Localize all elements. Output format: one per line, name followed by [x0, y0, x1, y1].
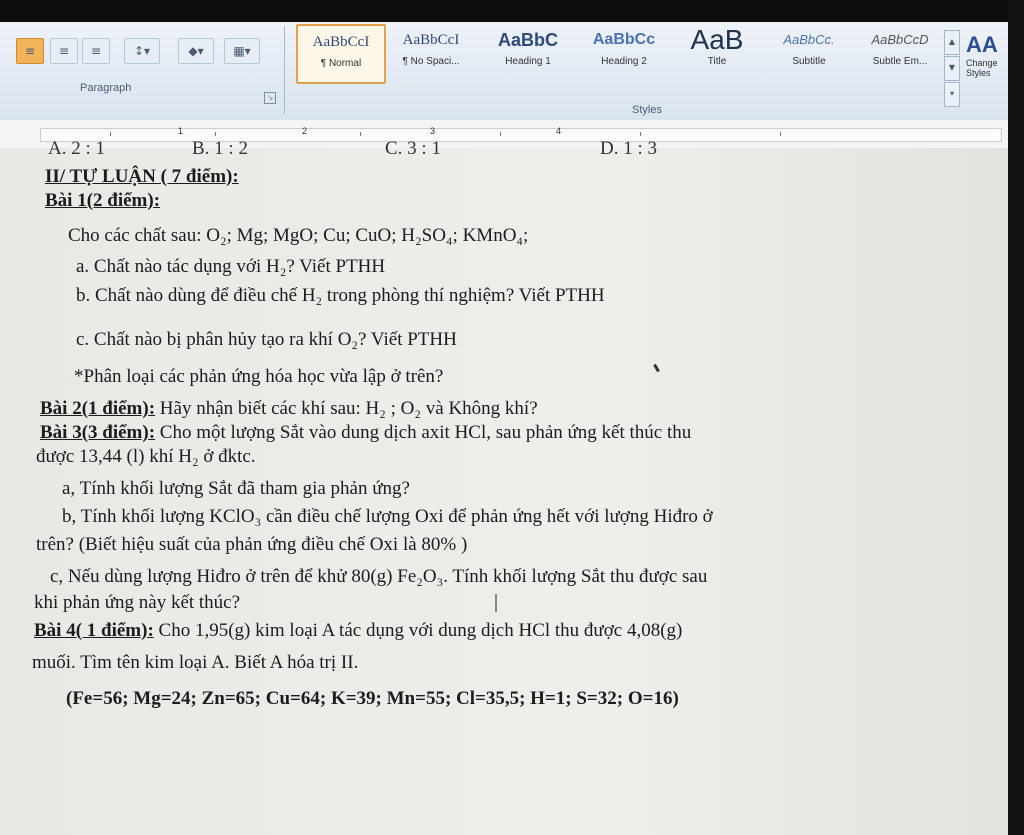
- more-styles-icon[interactable]: ▾: [944, 82, 960, 107]
- answer-option: A. 2 : 1: [48, 138, 105, 159]
- change-styles-label: Styles: [966, 68, 991, 78]
- align-center-button[interactable]: ≡: [50, 38, 78, 64]
- style-no-spacing[interactable]: [386, 24, 476, 80]
- answer-option: B. 1 : 2: [192, 138, 248, 159]
- ruler-tick: [640, 132, 641, 136]
- style-subtitle[interactable]: [764, 24, 854, 80]
- align-justify-button[interactable]: ≡: [16, 38, 44, 64]
- style-name: Subtle Em...: [872, 56, 928, 67]
- scroll-down-icon[interactable]: ▼: [944, 56, 960, 81]
- ruler-tick: [110, 132, 111, 136]
- question-1-part-a: a. Chất nào tác dụng với H₂? Viết PTHH: [76, 256, 386, 277]
- style-preview: AaBbCcD: [871, 32, 929, 47]
- question-1-note: *Phân loại các phản ứng hóa học vừa lập ở trên?: [74, 366, 444, 387]
- question-2: [40, 398, 538, 420]
- paragraph-group-label: Paragraph: [80, 82, 132, 94]
- style-normal[interactable]: [296, 24, 386, 84]
- style-title[interactable]: [674, 24, 760, 80]
- style-name: Heading 2: [601, 56, 647, 67]
- question-3-title: Bài 3(3 điểm):: [40, 422, 156, 443]
- paragraph-group: [0, 22, 282, 120]
- ruler-number: 2: [302, 126, 308, 136]
- style-name: Title: [707, 56, 727, 67]
- style-preview: AaBbCcI: [402, 32, 460, 48]
- window-title-bar: [0, 0, 1024, 22]
- screen-edge: [1008, 0, 1024, 835]
- question-1-part-c: c. Chất nào bị phân hủy tạo ra khí O₂? Viết PTHH: [76, 329, 457, 350]
- document-page[interactable]: [0, 138, 1008, 835]
- question-3-part-b: b, Tính khối lượng KClO₃ cần điều chế lượng Oxi để phản ứng hết với lượng Hiđro ở: [62, 506, 713, 527]
- line-spacing-button[interactable]: ↕▾: [124, 38, 160, 64]
- question-3-part-b-cont: trên? (Biết hiệu suất của phản ứng điều chế Oxi là 80% ): [36, 534, 468, 555]
- borders-button[interactable]: ▦▾: [224, 38, 260, 64]
- question-3-part-a: a, Tính khối lượng Sắt đã tham gia phản ứng?: [62, 478, 410, 499]
- question-3-part-c-cont: khi phản ứng này kết thúc?: [34, 592, 241, 613]
- ruler-number: 4: [556, 126, 562, 136]
- align-right-button[interactable]: ≡: [82, 38, 110, 64]
- style-heading-1[interactable]: [482, 24, 574, 80]
- atomic-masses: (Fe=56; Mg=24; Zn=65; Cu=64; K=39; Mn=55; Cl=35,5; H=1; S=32; O=16): [66, 688, 679, 709]
- style-preview: AaBbCcI: [312, 34, 370, 50]
- question-3-text: Cho một lượng Sắt vào dung dịch axit HCl, sau phản ứng kết thúc thu: [155, 422, 692, 443]
- change-styles-label: Change: [966, 58, 998, 68]
- change-styles-button[interactable]: [966, 32, 1008, 112]
- styles-gallery: [290, 24, 968, 118]
- style-heading-2[interactable]: [580, 24, 668, 80]
- styles-scroll: [944, 30, 960, 104]
- ruler-tick: [780, 132, 781, 136]
- style-name: Heading 1: [505, 56, 551, 67]
- styles-group-label: Styles: [632, 104, 662, 116]
- style-subtle-emphasis[interactable]: [858, 24, 942, 80]
- question-1-part-b: b. Chất nào dùng để điều chế H₂ trong phòng thí nghiệm? Viết PTHH: [76, 285, 605, 306]
- question-2-title: Bài 2(1 điểm):: [40, 398, 156, 419]
- horizontal-ruler[interactable]: [0, 120, 1008, 149]
- dialog-launcher-icon[interactable]: ↘: [264, 92, 276, 104]
- style-name: Subtitle: [792, 56, 826, 67]
- question-1-intro: Cho các chất sau: O₂; Mg; MgO; Cu; CuO; H₂SO₄; KMnO₄;: [68, 225, 529, 246]
- question-3-text-cont: được 13,44 (l) khí H₂ ở đktc.: [36, 446, 256, 467]
- style-preview: AaBbCc.: [783, 32, 835, 47]
- ruler-tick: [215, 132, 216, 136]
- answer-option: D. 1 : 3: [600, 138, 657, 159]
- ruler-number: 1: [178, 126, 184, 136]
- scroll-up-icon[interactable]: ▲: [944, 30, 960, 55]
- question-4-title: Bài 4( 1 điểm):: [34, 620, 154, 641]
- change-styles-icon: AA: [966, 32, 998, 57]
- question-3: [40, 422, 691, 444]
- ruler-tick: [360, 132, 361, 136]
- ruler-tick: [500, 132, 501, 136]
- question-4-text-cont: muối. Tìm tên kim loại A. Biết A hóa trị II.: [32, 652, 359, 673]
- question-4-text: Cho 1,95(g) kim loại A tác dụng với dung dịch HCl thu được 4,08(g): [153, 620, 683, 641]
- answer-option: C. 3 : 1: [385, 138, 441, 159]
- ruler-number: 3: [430, 126, 436, 136]
- text-cursor: [495, 594, 497, 612]
- question-3-part-c: c, Nếu dùng lượng Hiđro ở trên để khử 80(g) Fe₂O₃. Tính khối lượng Sắt thu được sau: [50, 566, 708, 587]
- style-preview: AaBbC: [497, 30, 558, 50]
- shading-button[interactable]: ◆▾: [178, 38, 214, 64]
- ribbon-separator: [284, 26, 285, 114]
- question-4: [34, 620, 682, 642]
- question-1-title: Bài 1(2 điểm):: [45, 190, 161, 211]
- screen-speck: [653, 364, 660, 372]
- style-name: ¶ No Spaci...: [402, 56, 460, 67]
- question-2-text: Hãy nhận biết các khí sau: H₂ ; O₂ và Không khí?: [155, 398, 538, 419]
- ruler-band: [40, 128, 1002, 142]
- style-preview: AaBbCc: [592, 31, 656, 48]
- style-preview: AaB: [690, 24, 744, 55]
- style-name: ¶ Normal: [320, 58, 362, 69]
- section-title: II/ TỰ LUẬN ( 7 điểm):: [45, 166, 239, 187]
- ribbon: [0, 22, 1008, 121]
